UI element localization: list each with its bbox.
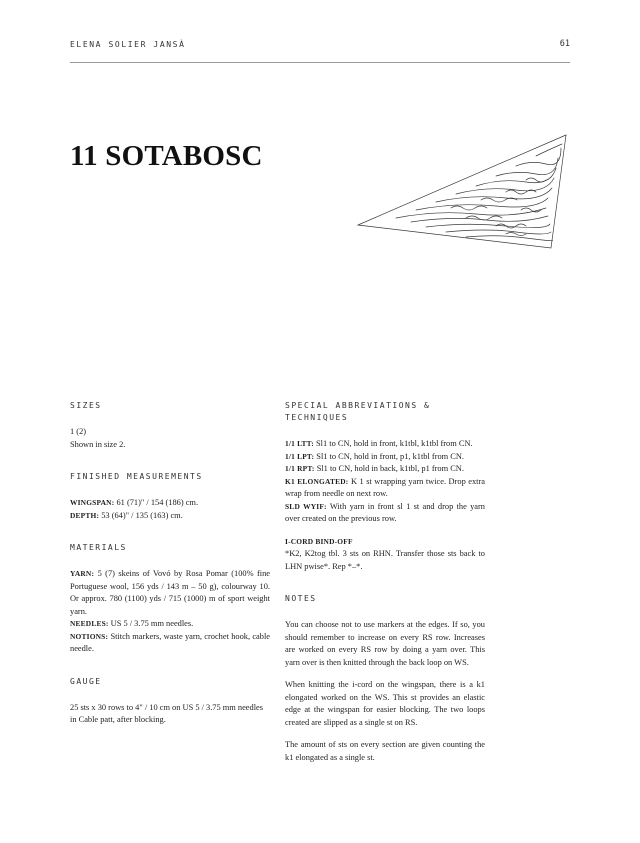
left-column	[70, 400, 270, 727]
abbrev-label: 1/1 LTT:	[285, 439, 314, 448]
yarn-value: 5 (7) skeins of Vovó by Rosa Pomar (100% fine Portuguese wool, 156 yds / 143 m – 50 g), colourway 10. Or approx. 780 (1100) yds / 715 (1000) m of sport weight yarn.	[70, 569, 270, 616]
notes-paragraph-3: The amount of sts on every section are given counting the k1 elongated as a single st.	[285, 740, 485, 762]
wingspan-line	[70, 497, 270, 510]
sizes-heading: SIZES	[70, 401, 102, 410]
notes-paragraph-2: When knitting the i-cord on the wingspan, there is a k1 elongated worked on the WS. This st provides an elastic edge at the wingspan for easier blocking. The two loops created are slipped as a single st on RS.	[285, 680, 485, 727]
abbrev-label: SLD WYIF:	[285, 501, 327, 511]
special-heading-line-2: TECHNIQUES	[285, 413, 349, 422]
materials-heading: MATERIALS	[70, 543, 127, 552]
abbrev-label: 1/1 RPT:	[285, 464, 315, 473]
icord-text: *K2, K2tog tbl. 3 sts on RHN. Transfer those sts back to LHN pwise*. Rep *–*.	[285, 549, 485, 571]
finished-measurements-heading: FINISHED MEASUREMENTS	[70, 472, 203, 481]
notes-heading: NOTES	[285, 594, 317, 603]
needles-value: US 5 / 3.75 mm needles.	[108, 619, 194, 628]
needles-label: NEEDLES:	[70, 619, 109, 628]
icord-label: I-CORD BIND-OFF	[285, 536, 353, 546]
special-heading-line-1: SPECIAL ABBREVIATIONS &	[285, 401, 431, 410]
abbrev-label: 1/1 LPT:	[285, 451, 315, 461]
sizes-line-2: Shown in size 2.	[70, 439, 126, 449]
wingspan-value: 61 (71)" / 154 (186) cm.	[114, 498, 199, 507]
gauge-text: 25 sts x 30 rows to 4" / 10 cm on US 5 / 3.75 mm needles in Cable patt, after blocking.	[70, 702, 264, 724]
depth-label: DEPTH:	[70, 510, 100, 520]
abbrev-text: Sl1 to CN, hold in front, k1tbl, k1tbl from CN.	[313, 439, 473, 448]
abbrev-text: With yarn in front sl 1 st and drop the yarn over created on the previous row.	[285, 501, 485, 523]
abbrev-k1-elongated	[285, 476, 485, 501]
pattern-title: 11 SOTABOSC	[70, 140, 263, 172]
notions-line	[70, 631, 270, 656]
shawl-sketch	[356, 130, 570, 250]
abbrev-text: Sl1 to CN, hold in back, k1tbl, p1 from CN.	[314, 464, 464, 473]
abbrev-ltt	[285, 438, 485, 451]
needles-line	[70, 618, 270, 631]
yarn-line	[70, 568, 270, 618]
gauge-heading: GAUGE	[70, 676, 102, 686]
abbrev-label: K1 ELONGATED:	[285, 476, 349, 486]
abbrev-text: Sl1 to CN, hold in front, p1, k1tbl from CN.	[314, 451, 465, 461]
right-column	[285, 400, 485, 764]
notes-paragraph-1: You can choose not to use markers at the edges. If so, you should remember to increase on every RS row. Increases are worked on every RS row by doing a yarn over. This yarn over is then knitted through the back loop on WS.	[285, 620, 485, 667]
notions-value: Stitch markers, waste yarn, crochet hook, cable needle.	[70, 631, 270, 653]
icord-label-line	[285, 536, 485, 549]
wingspan-label: WINGSPAN:	[70, 498, 115, 507]
depth-value: 53 (64)" / 135 (163) cm.	[99, 510, 183, 520]
yarn-label: YARN:	[70, 569, 95, 578]
page-number: 61	[559, 39, 570, 49]
sizes-line-1: 1 (2)	[70, 427, 87, 436]
abbrev-text: K 1 st wrapping yarn twice. Drop extra wrap from needle on next row.	[285, 476, 486, 498]
notions-label: NOTIONS:	[70, 631, 109, 641]
header-author: ELENA SOLIER JANSÀ	[70, 40, 186, 49]
abbrev-lpt	[285, 451, 485, 464]
depth-line	[70, 510, 270, 523]
abbrev-sld-wyif	[285, 501, 485, 526]
abbrev-rpt	[285, 463, 485, 476]
header-rule	[70, 62, 570, 63]
